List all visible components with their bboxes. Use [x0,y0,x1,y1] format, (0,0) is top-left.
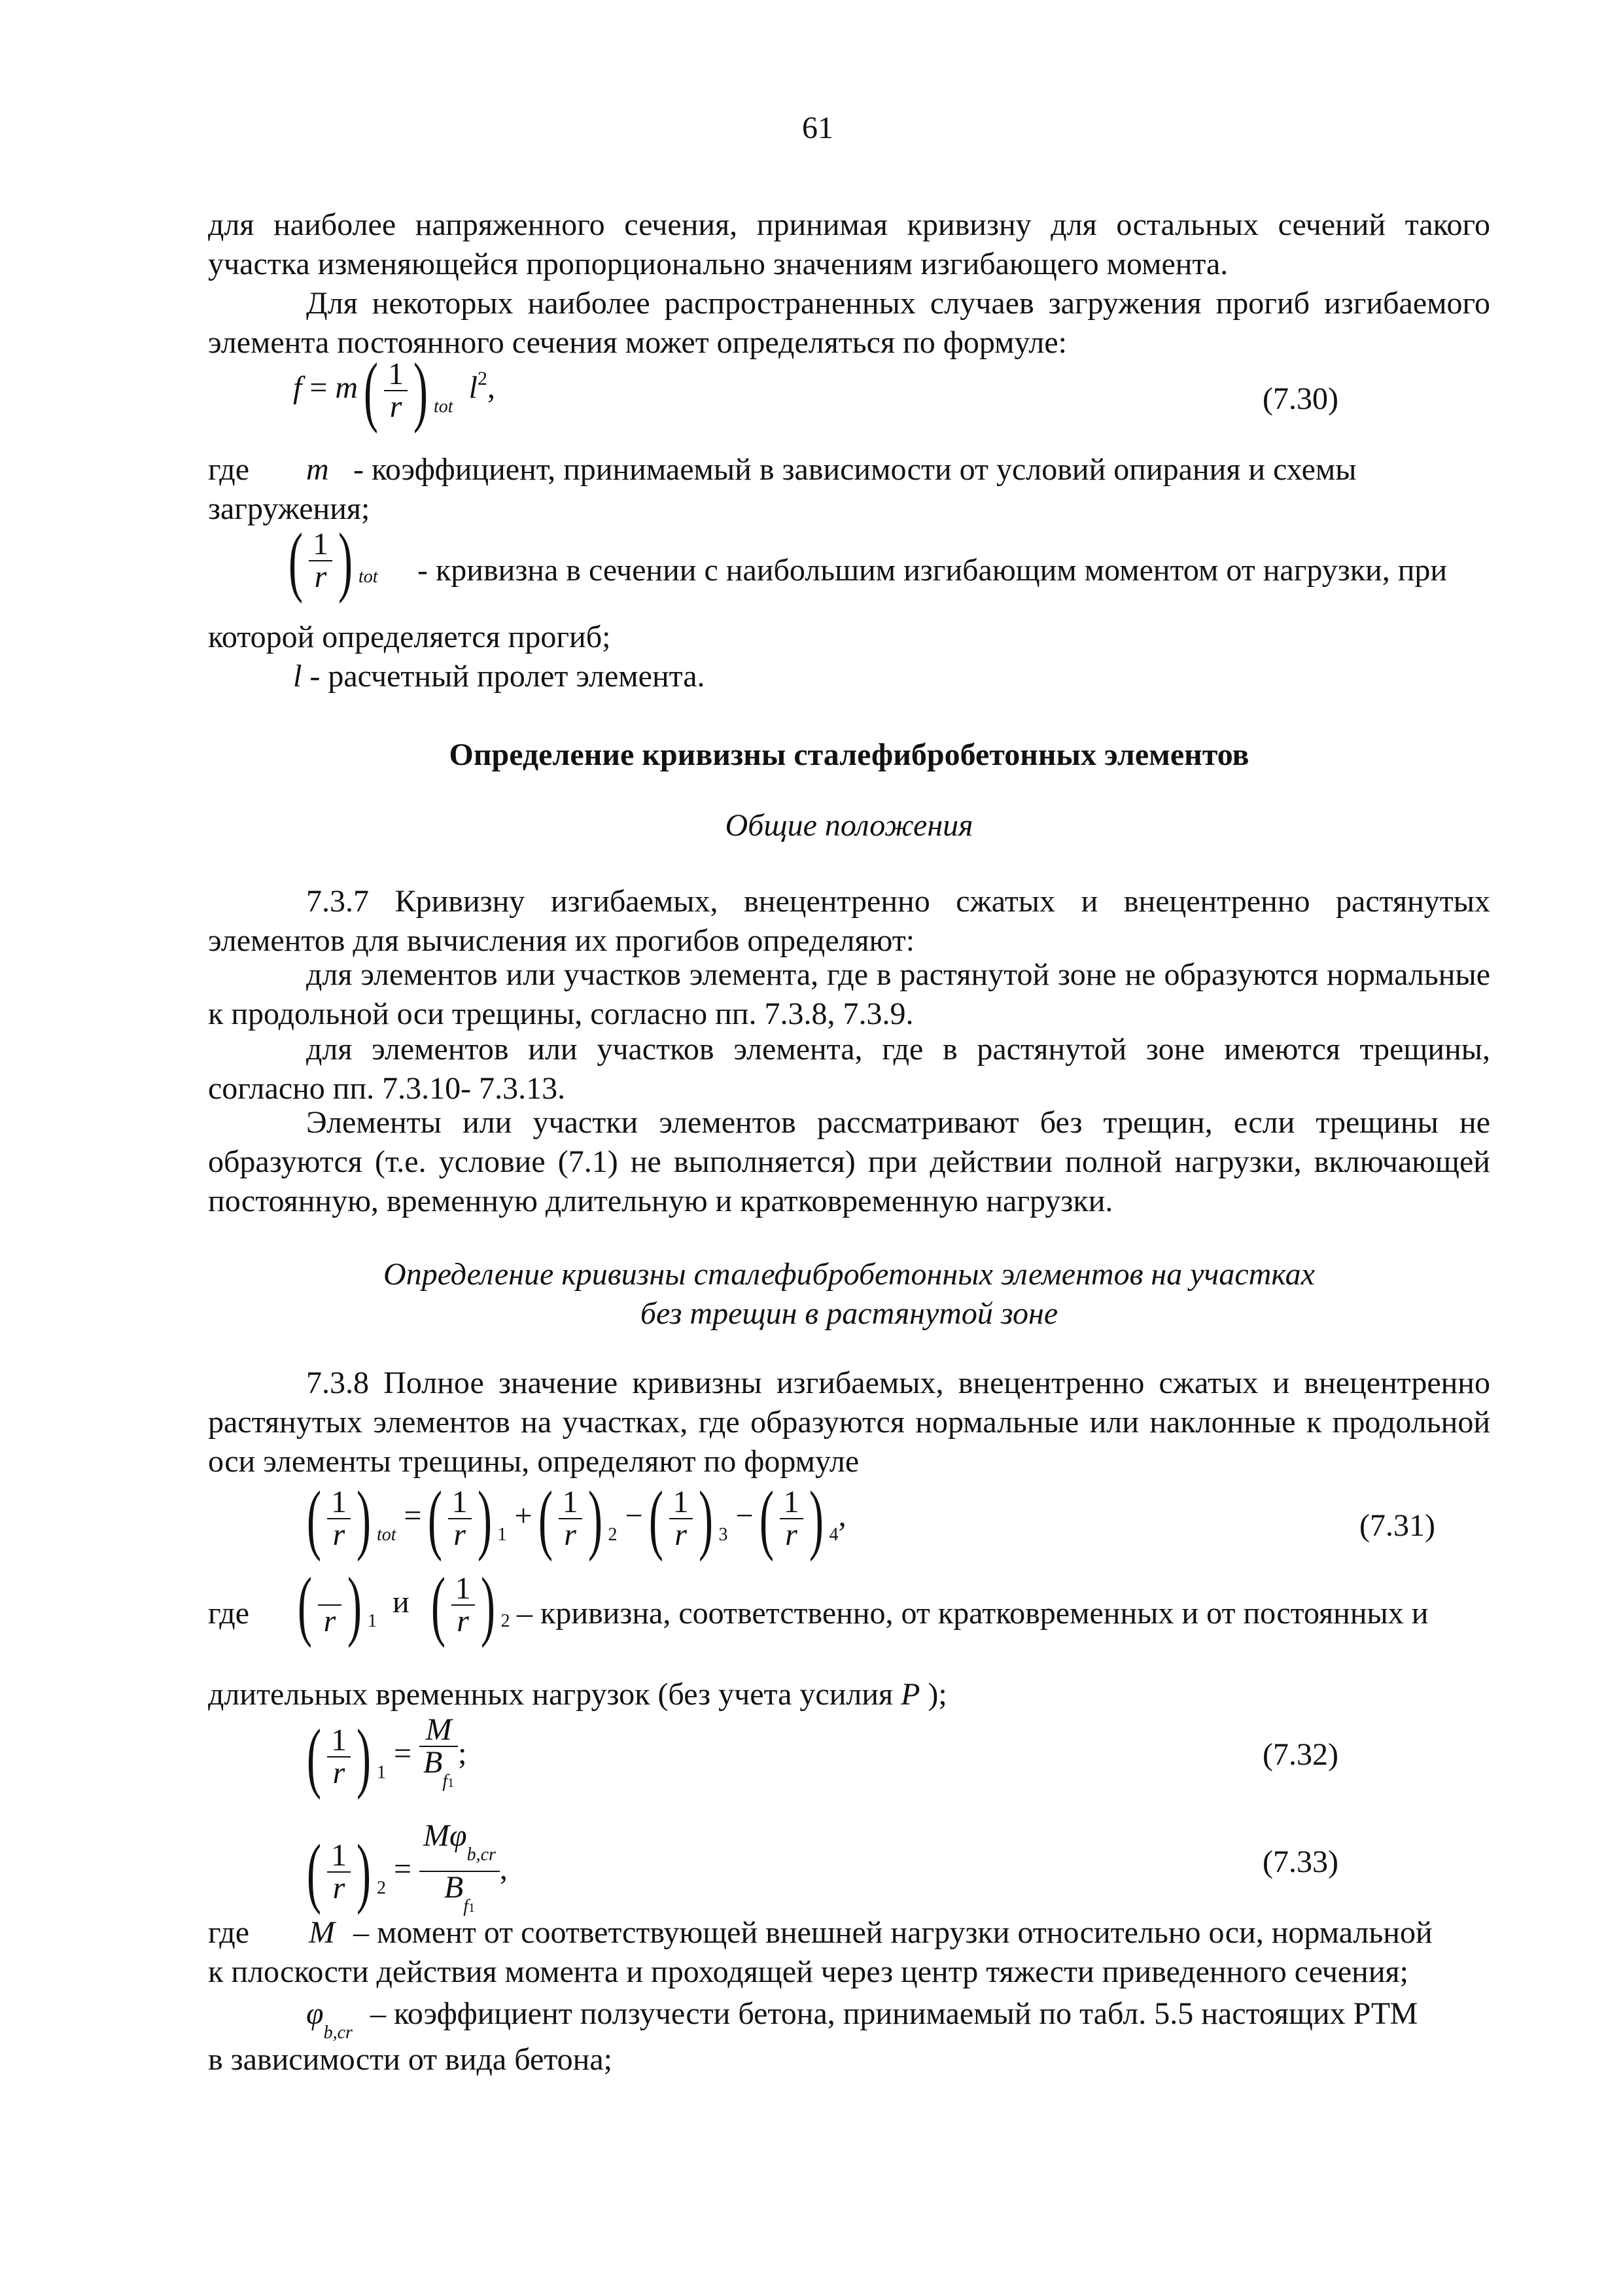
curvature-1-2-definition-cont [208,1675,947,1714]
frac-numerator: 1 [388,357,404,391]
eq-subscript-tot: tot [376,1525,396,1545]
frac-denominator: r [453,1517,466,1552]
where-symbol-m: m [306,452,329,487]
where-m-definition: - коэффициент, принимаемый в зависимости от условий опирания и схемы [353,452,1357,487]
word-and: и [392,1585,410,1620]
frac-numerator: 1 [562,1485,578,1519]
symbol-P: P [901,1677,920,1712]
equation-7-31: ( $\frac{1}{r}$ ) $_{tot}$ =( $\frac{1}{r}$ ) $_1$ +( $\frac{1}{r}$ ) $_2$ −( $\frac{1}{r}$ ) $_3$ −( $\frac{1}{r}$ ) $_4$, [306,1475,846,1562]
eq-subscript: 3 [718,1525,728,1545]
eq-subscript-bcr: b,cr [323,2022,353,2043]
section-heading: Определение кривизны сталефибробетонных элементов [449,737,1249,772]
where-label: где [208,1596,250,1631]
creep-coefficient-definition-cont: в зависимости от вида бетона; [208,2042,612,2077]
frac-numerator: 1 [330,1485,347,1519]
frac-denominator: r [332,1755,345,1790]
paragraph-7-3-7-a: для элементов или участков элемента, где в растянутой зоне не образуются нормальные к продольной оси трещины, согласно пп. 7.3.8, 7.3.9. [208,957,1490,1031]
frac-denominator: r [457,1604,469,1638]
eq-subscript: 1 [376,1762,386,1783]
frac-numerator: 1 [672,1485,689,1519]
symbol-M: M [309,1915,335,1950]
eq-subscript-1: 1 [468,1901,475,1915]
creep-coefficient-definition: – коэффициент ползучести бетона, принимаемый по табл. 5.5 настоящих РТМ [370,1996,1418,2031]
frac-denominator-B: B [423,1745,443,1780]
frac-denominator: r [389,389,402,424]
frac-denominator: r [323,1604,336,1638]
eq-subscript: 2 [608,1525,618,1545]
equation-number-7-30: (7.30) [1263,381,1338,416]
curvature-tot-definition-cont: которой определяется прогиб; [208,620,611,654]
definition-punct: ); [928,1677,947,1712]
frac-denominator: r [332,1871,345,1905]
frac-numerator: 1 [330,1722,347,1757]
eq-symbol-m: m [335,370,358,406]
frac-numerator: 1 [451,1485,468,1519]
where-symbol-M [309,1913,335,1952]
paragraph-7-3-7: 7.3.7 Кривизну изгибаемых, внецентренно сжатых и внецентренно растянутых элементов для вычисления их прогибов определяют: [208,884,1490,958]
eq-subscript-bcr: b,cr [466,1845,496,1865]
paragraph-7-3-7-b: для элементов или участков элемента, где в растянутой зоне имеются трещины, согласно пп. 7.3.10- 7.3.13. [208,1032,1490,1106]
where-label: где [208,452,250,487]
where-m-definition-cont: загружения; [208,491,370,526]
eq-subscript: 4 [829,1525,839,1545]
curvature-tot-definition: - кривизна в сечении с наибольшим изгибающим моментом от нагрузки, при [417,553,1448,588]
eq-subscript: 2 [376,1878,386,1899]
where-label: где [208,1915,250,1950]
eq-symbol-l: l [468,370,478,406]
eq-subscript-1: 1 [447,1776,455,1790]
eq-minus: − [625,1498,643,1534]
eq-subscript: 1 [367,1611,377,1632]
curvature-1-2-definition: – кривизна, соответственно, от кратковременных и от постоянных и [517,1596,1429,1631]
definition-text: длительных временных нагрузок (без учета усилия [208,1677,894,1712]
equation-7-33: ( $\frac{1}{r}$ ) $_2$ = $\frac{M\varphi_{b,cr}}{B_{f1}}$ , [301,1820,508,1924]
eq-punct: , [487,370,495,406]
frac-numerator: 1 [330,1838,347,1873]
eq-subscript-f: f [463,1896,468,1916]
eq-symbol-f: f [293,370,302,406]
eq-punct: , [838,1498,846,1534]
frac-denominator: r [674,1517,687,1552]
frac-denominator: r [332,1517,345,1552]
eq-superscript: 2 [477,368,487,390]
equation-number-7-32: (7.32) [1263,1737,1338,1772]
frac-numerator-M-phi: Mφ [423,1818,467,1853]
frac-numerator-M: M [425,1712,452,1747]
paragraph-7-3-8: 7.3.8 Полное значение кривизны изгибаемых, внецентренно сжатых и внецентренно растянутых элементов на участках, где образуются нормальные или наклонные к продольной оси элементы трещины, определяют по формуле [208,1366,1490,1479]
subsection-heading-no-cracks-line2: без трещин в растянутой зоне [640,1296,1058,1331]
paragraph-continuation: для наиболее напряженного сечения, принимая кривизну для остальных сечений такого участка изменяющейся пропорционально значениям изгибающего момента. [208,207,1490,281]
eq-punct: , [499,1852,508,1887]
equation-number-7-33: (7.33) [1263,1845,1338,1879]
paragraph-deflection-formula-intro: Для некоторых наиболее распространенных случаев загружения прогиб изгибаемого элемента постоянного сечения может определяться по формуле: [208,286,1490,360]
span-definition [293,657,705,696]
where-M-definition-cont: к плоскости действия момента и проходящей через центр тяжести приведенного сечения; [208,1954,1408,1989]
eq-punct: ; [458,1736,467,1771]
eq-subscript-f: f [442,1771,448,1792]
symbol-l: l [293,659,302,694]
frac-numerator: 1 [455,1571,471,1606]
equation-number-7-31: (7.31) [1359,1508,1435,1543]
eq-equals: = [393,1852,412,1887]
eq-subscript: 1 [497,1525,507,1545]
eq-minus: − [735,1498,754,1534]
curvature-tot-symbol: ( $\frac{1}{r}$ ) $_{tot}$ [288,517,378,604]
frac-denominator: r [314,559,327,594]
eq-equals: = [404,1498,422,1534]
frac-denominator: r [785,1517,797,1552]
eq-subscript: 2 [500,1611,510,1632]
symbol-phi: φ [306,1996,324,2031]
eq-plus: + [514,1498,532,1534]
frac-denominator-B: B [444,1870,464,1905]
where-M-definition: – момент от соответствующей внешней нагрузки относительно оси, нормальной [353,1915,1433,1950]
equation-7-30: f = m( $\frac{1}{r}$ ) $_{tot}$ $l^2$, [293,347,495,434]
subsection-heading-no-cracks-line1: Определение кривизны сталефибробетонных элементов на участках [383,1257,1315,1292]
eq-subscript-tot: tot [434,397,453,417]
paragraph-7-3-7-c: Элементы или участки элементов рассматривают без трещин, если трещины не образуются (т.е. условие (7.1) не выполняется) при действии полной нагрузки, включающей постоянную, временную длительную и кратковременную нагрузки. [208,1105,1490,1218]
frac-numerator: 1 [312,527,328,561]
eq-equals: = [393,1736,412,1771]
eq-equals: = [309,370,328,406]
eq-subscript-tot: tot [358,567,378,588]
equation-7-32: ( $\frac{1}{r}$ ) $_1$ = $\frac{M}{B_{f1}}$ ; [306,1712,467,1800]
frac-denominator: r [564,1517,576,1552]
page-number: 61 [802,111,833,145]
subsection-heading-general: Общие положения [725,808,973,843]
span-definition-text: - расчетный пролет элемента. [309,659,705,694]
frac-numerator: 1 [783,1485,799,1519]
curvature-1-2-symbols: ( r ) $_1$ и ( $\frac{1}{r}$ ) $_2$ [297,1561,510,1648]
